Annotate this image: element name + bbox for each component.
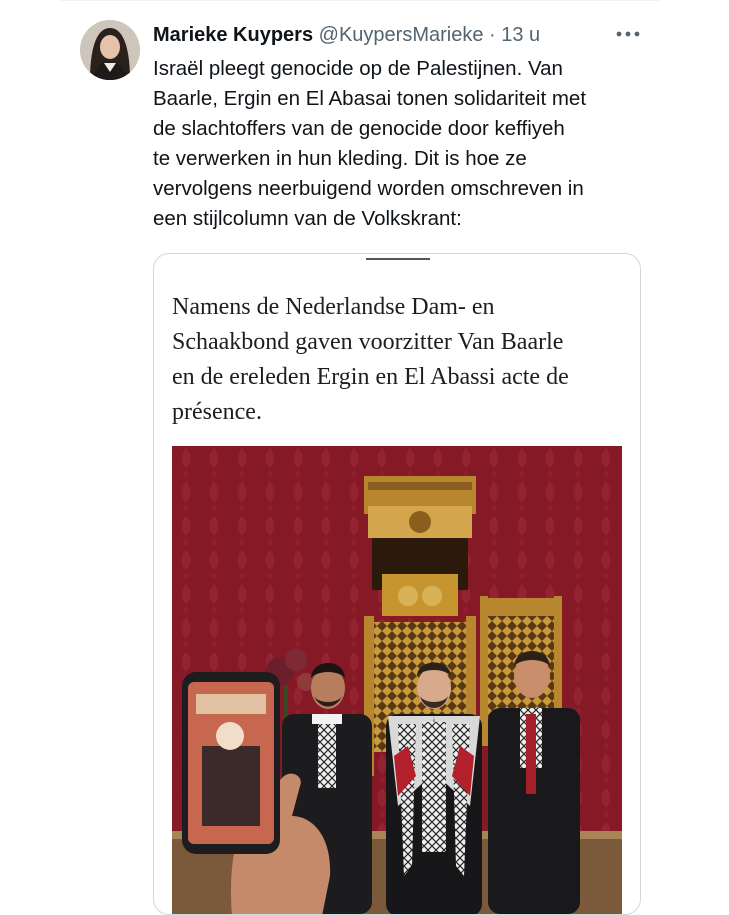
quoted-article-text: Namens de Nederlandse Dam- en Schaakbond gaven voorzitter Van Baarle en de ereleden Ergin en El Abassi acte de présence. bbox=[172, 290, 622, 430]
quoted-article-card[interactable] bbox=[153, 253, 641, 915]
tweet-timestamp[interactable]: 13 u bbox=[501, 24, 540, 46]
top-divider bbox=[60, 0, 660, 1]
author-name[interactable]: Marieke Kuypers bbox=[153, 24, 313, 46]
avatar-image bbox=[80, 20, 140, 80]
photo-scene bbox=[172, 446, 622, 915]
more-options-button[interactable] bbox=[612, 22, 644, 46]
quoted-article-photo[interactable] bbox=[172, 446, 622, 915]
author-avatar[interactable] bbox=[80, 20, 140, 80]
tweet-text: Israël pleegt genocide op de Palestijnen. Van Baarle, Ergin en El Abasai tonen solidariteit met de slachtoffers van de genocide door keffiyeh te verwerken in hun kleding. Dit is hoe ze vervolgens neerbuigend worden omschreven in een stijlcolumn van de Volkskrant: bbox=[153, 54, 653, 234]
more-horizontal-icon bbox=[612, 22, 644, 46]
quote-top-bar bbox=[366, 258, 430, 260]
header-separator: · bbox=[489, 24, 496, 46]
tweet-header bbox=[153, 20, 639, 50]
author-handle[interactable]: @KuypersMarieke bbox=[319, 24, 484, 46]
